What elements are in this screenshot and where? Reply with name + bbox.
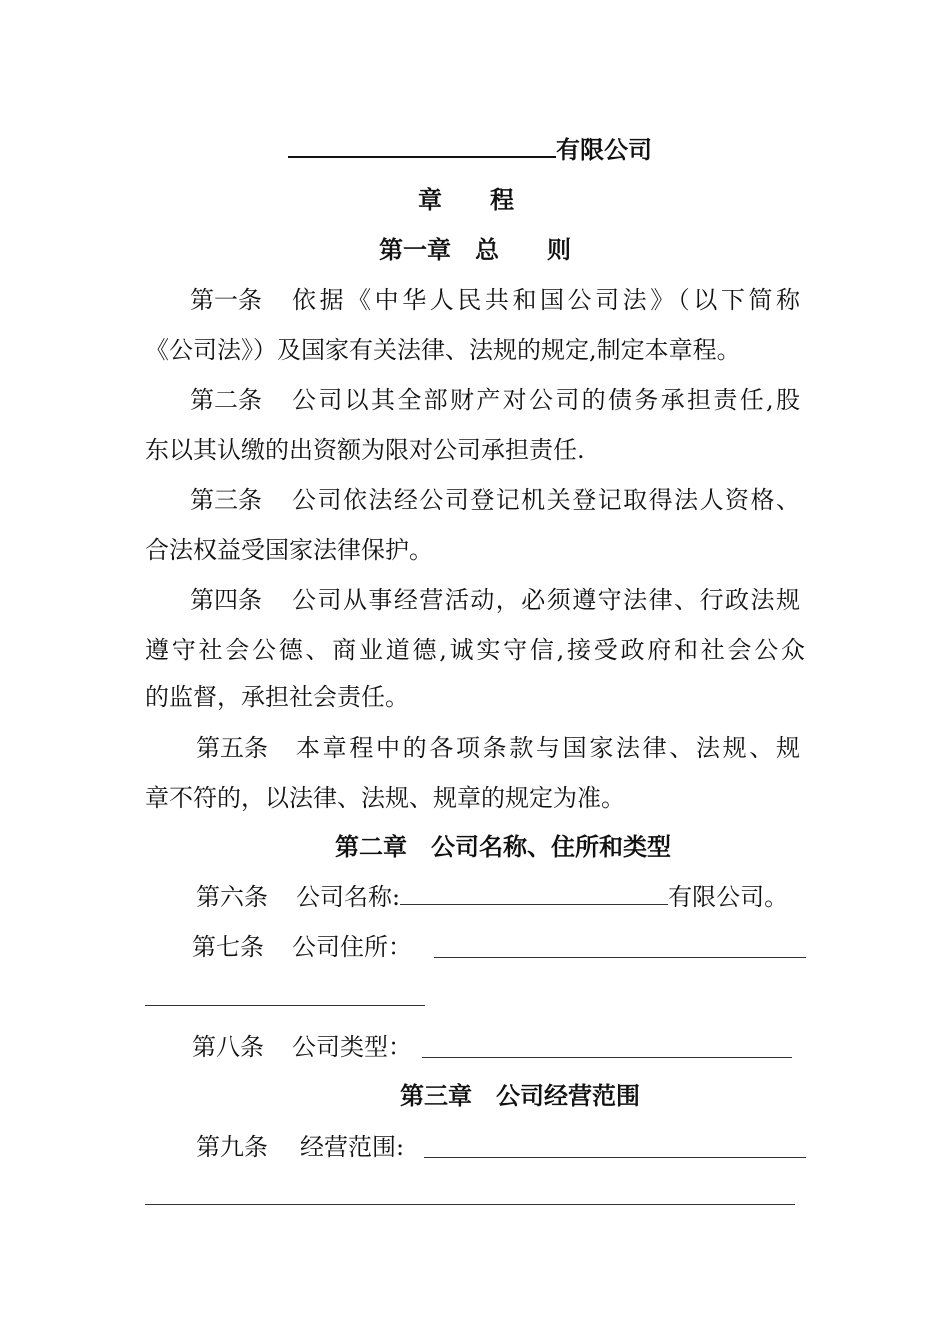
article1-label: 第一条: [190, 286, 262, 314]
business-scope-field-1[interactable]: [424, 1157, 806, 1158]
company-type-field[interactable]: [422, 1057, 792, 1058]
article9-line: [196, 1132, 404, 1162]
article7-text: 公司住所：: [292, 933, 412, 961]
article9-label: 第九条: [196, 1133, 268, 1161]
article6-line: [196, 882, 788, 912]
company-address-field-2[interactable]: [145, 1005, 425, 1006]
article2-label: 第二条: [190, 386, 262, 414]
document-subtitle: 章 程: [418, 185, 514, 214]
article6-text: 公司名称:: [296, 883, 401, 911]
article7-label: 第七条: [192, 933, 264, 961]
article4-text-2: 遵守社会公德、商业道德,诚实守信,接受政府和社会公众: [145, 636, 805, 664]
company-name-field[interactable]: [400, 903, 668, 905]
article3-label: 第三条: [190, 486, 262, 514]
company-title-suffix: 有限公司: [556, 135, 652, 164]
business-scope-field-2[interactable]: [145, 1204, 795, 1205]
article6-suffix: 有限公司。: [668, 883, 789, 911]
article2-line1: [190, 385, 800, 415]
article4-label: 第四条: [190, 586, 262, 614]
article3-line2: 合法权益受国家法律保护。: [145, 536, 433, 564]
article3-text-1: 公司依法经公司登记机关登记取得法人资格、: [292, 486, 800, 514]
article1-line1: [190, 285, 800, 315]
company-title: [288, 135, 652, 165]
article4-text-1: 公司从事经营活动，必须遵守法律、行政法规: [292, 586, 800, 614]
article8-label: 第八条: [192, 1033, 264, 1061]
article2-text-1: 公司以其全部财产对公司的债务承担责任,股: [292, 386, 800, 414]
company-address-field-1[interactable]: [434, 957, 806, 958]
article1-line2: 《公司法》）及国家有关法律、法规的规定,制定本章程。: [145, 336, 741, 364]
company-name-blank[interactable]: [288, 155, 556, 158]
article9-text: 经营范围:: [300, 1133, 405, 1161]
article6-label: 第六条: [196, 883, 268, 911]
article4-line3: 的监督，承担社会责任。: [145, 683, 409, 711]
chapter2-heading: 第二章 公司名称、住所和类型: [335, 832, 671, 861]
article3-line1: [190, 485, 800, 515]
article7-line: [192, 932, 412, 962]
article5-line1: [196, 733, 800, 763]
chapter3-heading: 第三章 公司经营范围: [400, 1081, 640, 1110]
article2-line2: 东以其认缴的出资额为限对公司承担责任.: [145, 436, 585, 464]
chapter1-heading: 第一章 总 则: [379, 235, 571, 264]
article5-text-1: 本章程中的各项条款与国家法律、法规、规: [296, 734, 800, 762]
article4-line2: [145, 635, 805, 665]
article4-line1: [190, 585, 800, 615]
article1-text-1: 依据《中华人民共和国公司法》（以下简称: [292, 286, 800, 314]
article8-line: [192, 1032, 412, 1062]
article8-text: 公司类型：: [292, 1033, 412, 1061]
article5-label: 第五条: [196, 734, 268, 762]
article5-line2: 章不符的，以法律、法规、规章的规定为准。: [145, 784, 625, 812]
